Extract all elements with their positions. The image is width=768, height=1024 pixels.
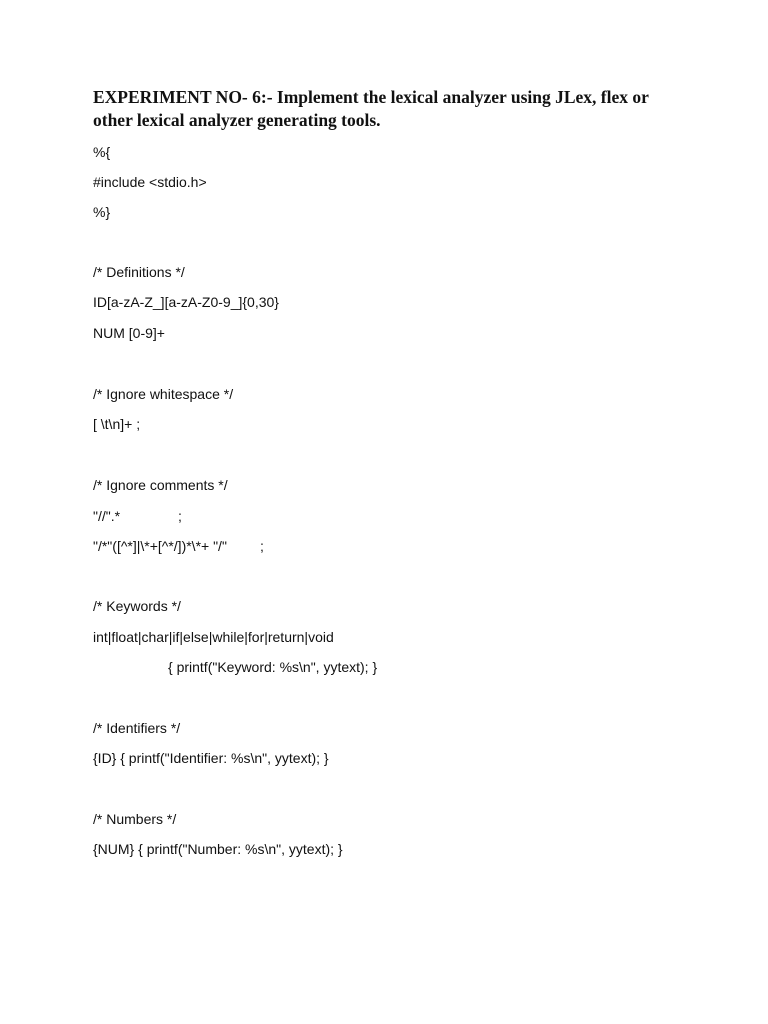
- code-block-comment-rule: "/*"([^*]|\*+[^*/])*\*+ "/": [93, 538, 227, 554]
- code-close-block: %}: [93, 204, 111, 220]
- experiment-heading: [93, 86, 693, 132]
- code-keywords-action: { printf("Keyword: %s\n", yytext); }: [168, 659, 378, 675]
- code-definitions-comment: /* Definitions */: [93, 264, 185, 280]
- heading-line-1: EXPERIMENT NO- 6:- Implement the lexical analyzer using JLex, flex or: [93, 87, 649, 107]
- code-whitespace-rule: [ \t\n]+ ;: [93, 416, 141, 432]
- code-comments-comment: /* Ignore comments */: [93, 477, 228, 493]
- code-whitespace-comment: /* Ignore whitespace */: [93, 386, 234, 402]
- code-line-comment-semicolon: ;: [178, 508, 182, 524]
- code-identifiers-rule: {ID} { printf("Identifier: %s\n", yytext); }: [93, 750, 329, 766]
- code-num-definition: NUM [0-9]+: [93, 325, 165, 341]
- code-numbers-rule: {NUM} { printf("Number: %s\n", yytext); }: [93, 841, 343, 857]
- heading-line-2: other lexical analyzer generating tools.: [93, 110, 381, 130]
- code-identifiers-comment: /* Identifiers */: [93, 720, 181, 736]
- code-id-definition: ID[a-zA-Z_][a-zA-Z0-9_]{0,30}: [93, 294, 279, 310]
- code-include: #include <stdio.h>: [93, 174, 207, 190]
- code-keywords-rule: int|float|char|if|else|while|for|return|void: [93, 629, 334, 645]
- code-line-comment-rule: "//".*: [93, 508, 121, 524]
- code-keywords-comment: /* Keywords */: [93, 598, 181, 614]
- code-numbers-comment: /* Numbers */: [93, 811, 177, 827]
- code-open-block: %{: [93, 144, 111, 160]
- code-block-comment-semicolon: ;: [260, 538, 264, 554]
